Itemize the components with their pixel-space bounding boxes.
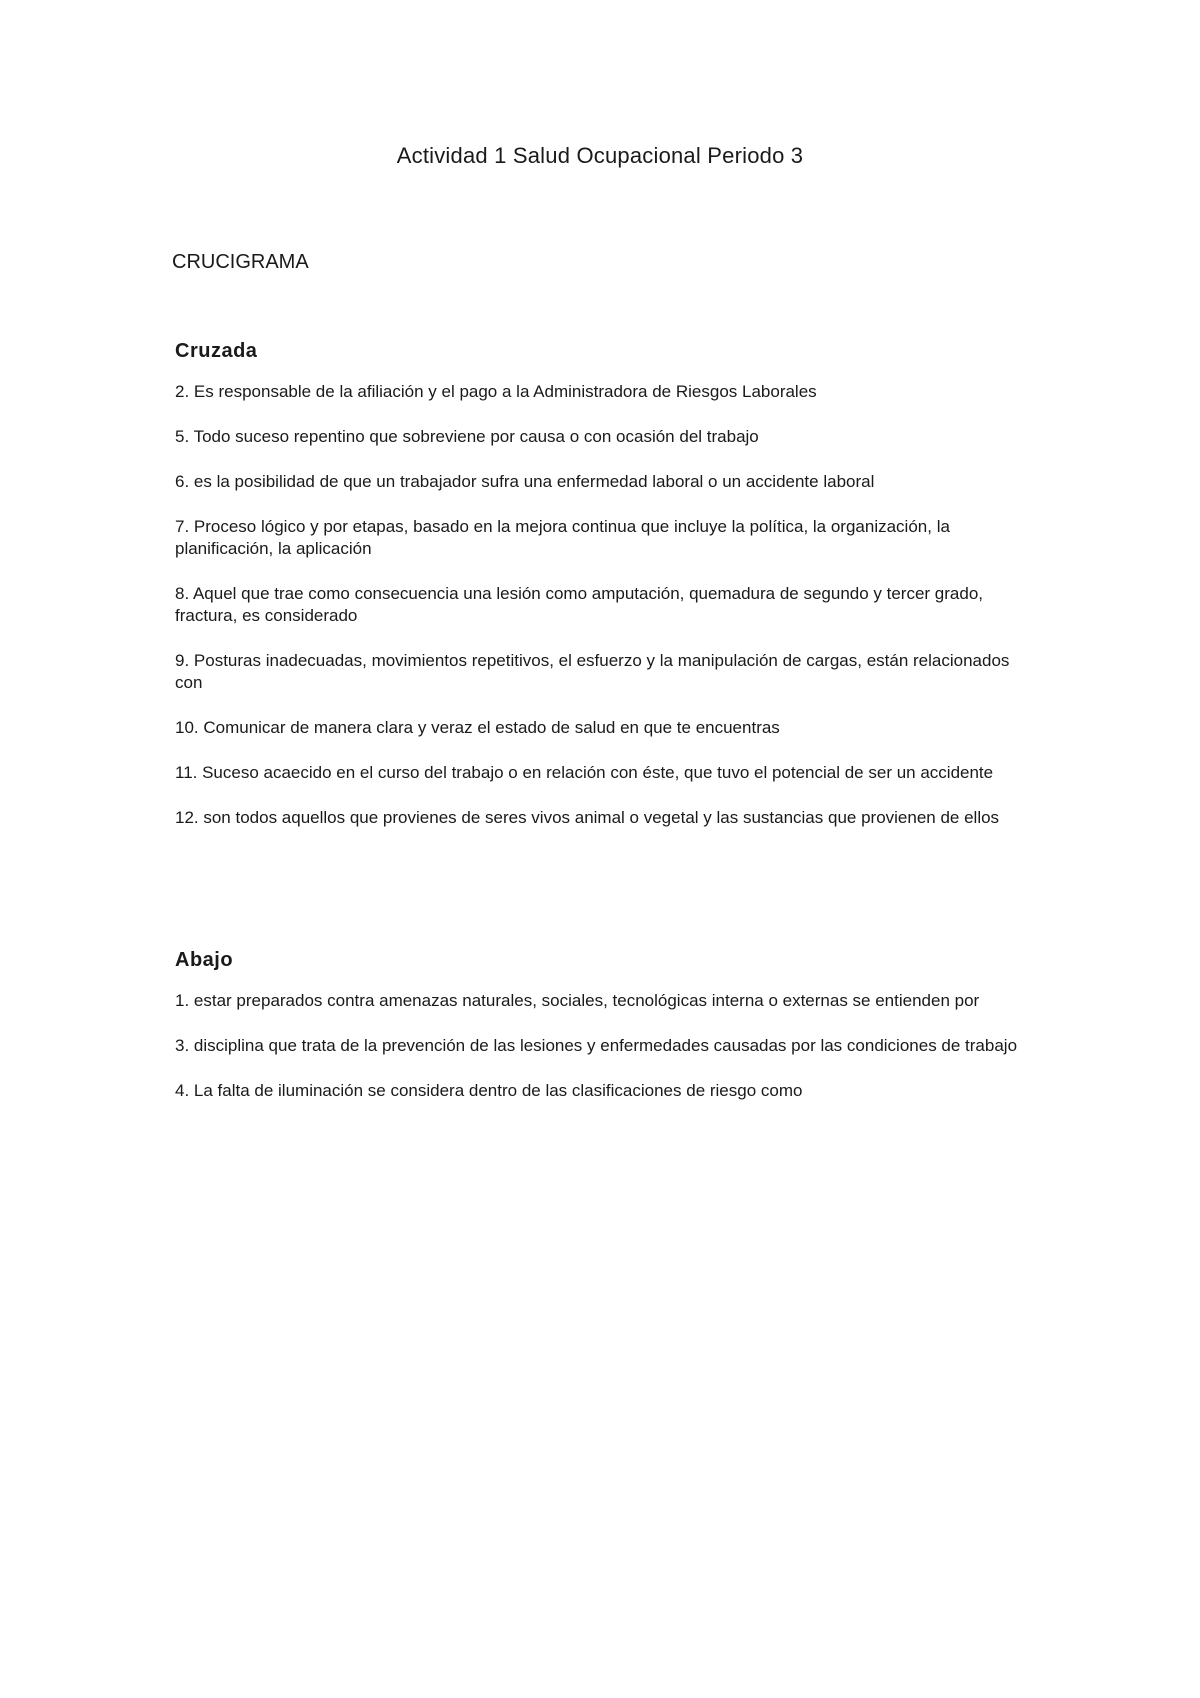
clue-down-1: 1. estar preparados contra amenazas naturales, sociales, tecnológicas interna o externas se entienden por	[175, 991, 980, 1010]
clue-across-2: 2. Es responsable de la afiliación y el pago a la Administradora de Riesgos Laborales	[175, 382, 817, 401]
section-heading-crucigrama: CRUCIGRAMA	[172, 251, 309, 273]
abajo-section	[175, 949, 1035, 1125]
cruzada-heading: Cruzada	[175, 340, 258, 362]
clue-across-6: 6. es la posibilidad de que un trabajador sufra una enfermedad laboral o un accidente laboral	[175, 472, 875, 491]
page-title: Actividad 1 Salud Ocupacional Periodo 3	[396, 143, 804, 168]
clue-across-7: 7. Proceso lógico y por etapas, basado en la mejora continua que incluye la política, la organización, la planificación, la aplicación	[175, 517, 950, 558]
clue-across-10: 10. Comunicar de manera clara y veraz el estado de salud en que te encuentras	[175, 718, 780, 737]
clue-across-8: 8. Aquel que trae como consecuencia una lesión como amputación, quemadura de segundo y tercer grado, fractura, es considerado	[175, 584, 984, 625]
clue-across-5: 5. Todo suceso repentino que sobreviene por causa o con ocasión del trabajo	[175, 427, 759, 446]
clue-down-4: 4. La falta de iluminación se considera dentro de las clasificaciones de riesgo como	[175, 1081, 803, 1100]
clue-down-3: 3. disciplina que trata de la prevención de las lesiones y enfermedades causadas por las condiciones de trabajo	[175, 1036, 1018, 1055]
clue-across-11: 11. Suceso acaecido en el curso del trabajo o en relación con éste, que tuvo el potencial de ser un accidente	[175, 763, 994, 782]
abajo-heading: Abajo	[175, 949, 234, 971]
cruzada-clue-list	[175, 381, 1035, 829]
abajo-clue-list	[175, 990, 1035, 1102]
clue-across-12: 12. son todos aquellos que provienes de seres vivos animal o vegetal y las sustancias que provienen de ellos	[175, 808, 1000, 827]
cruzada-section	[175, 340, 1035, 852]
clue-across-9: 9. Posturas inadecuadas, movimientos repetitivos, el esfuerzo y la manipulación de cargas, están relacionados con	[175, 651, 1010, 692]
